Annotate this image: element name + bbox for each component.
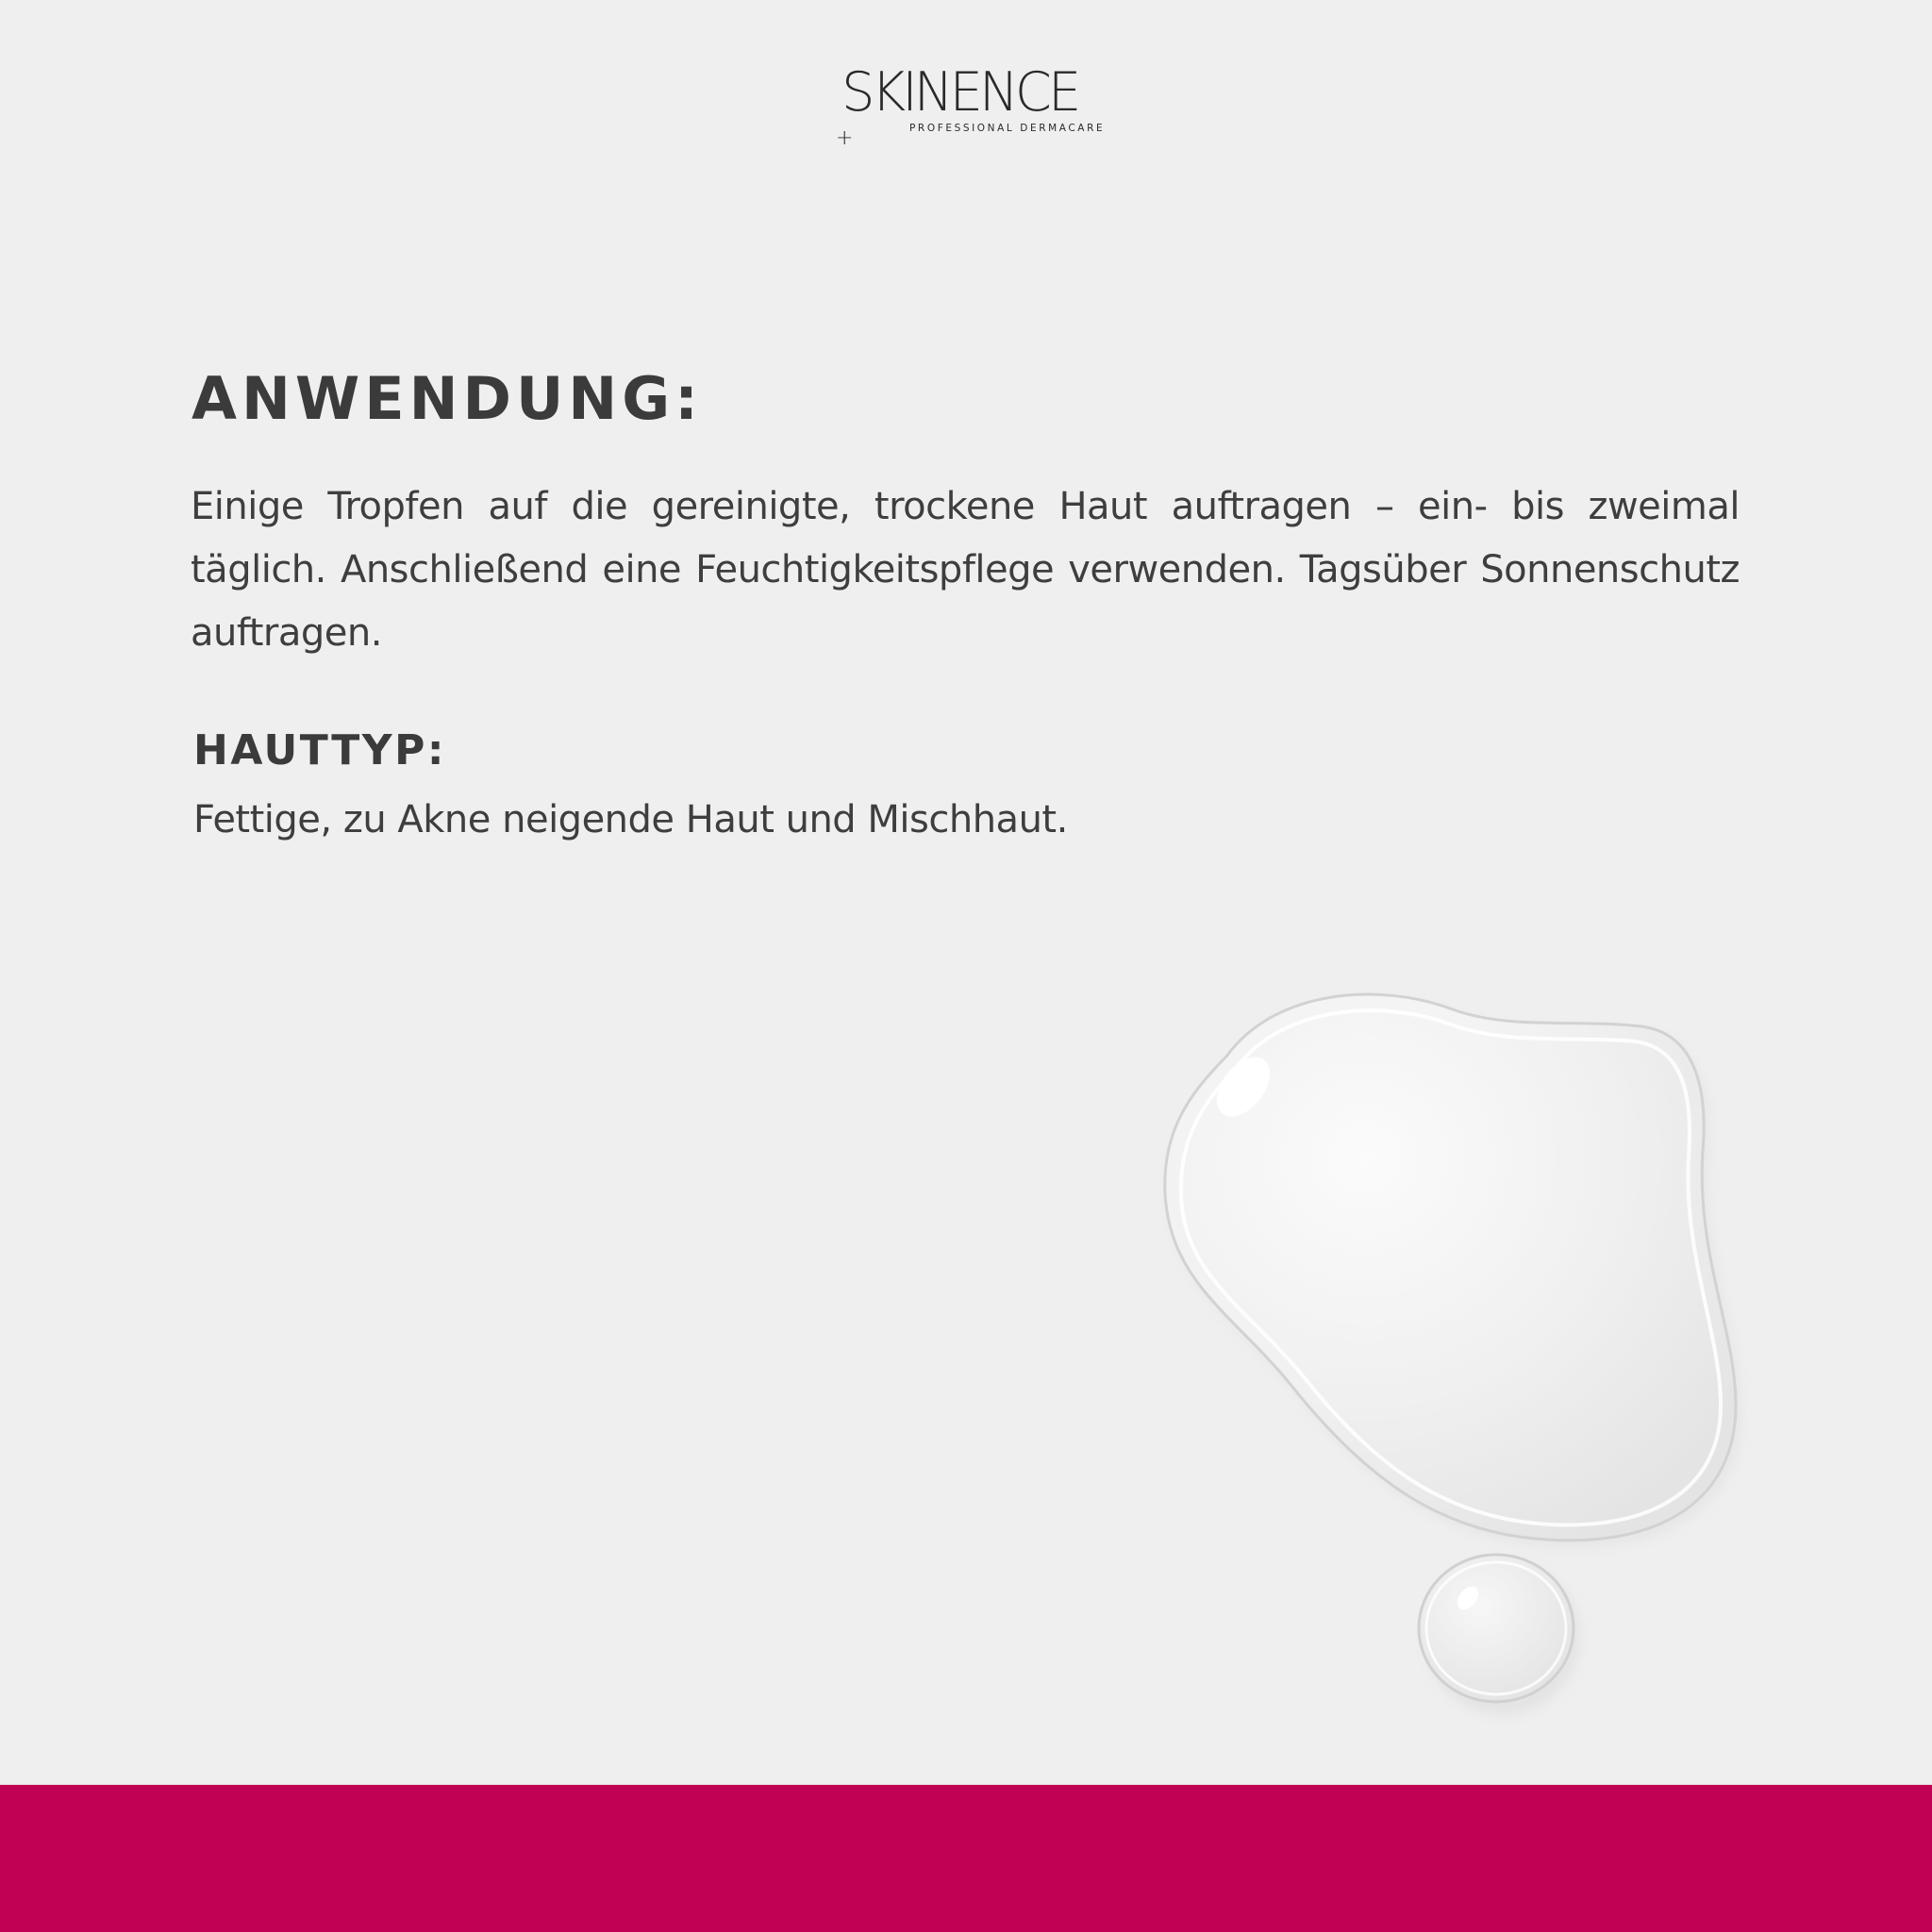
usage-heading: ANWENDUNG: bbox=[192, 364, 703, 433]
brand-logo bbox=[836, 61, 1106, 150]
serum-droplet-illustration bbox=[1132, 972, 1792, 1745]
brand-name: SKINENCE bbox=[841, 61, 1078, 124]
footer-accent-bar bbox=[0, 1785, 1932, 1932]
brand-plus-mark: + bbox=[836, 126, 854, 150]
usage-text: Einige Tropfen auf die gereinigte, trockene Haut auftragen – ein- bis zweimal täglich. Anschließend eine Feuchtigkeitspflege verwenden. Tagsüber Sonnenschutz auftragen. bbox=[191, 485, 1740, 655]
brand-tagline: PROFESSIONAL DERMACARE bbox=[909, 123, 1106, 134]
small-droplet bbox=[1419, 1555, 1574, 1702]
skin-type-text: Fettige, zu Akne neigende Haut und Mischhaut. bbox=[193, 798, 1068, 841]
skin-type-heading: HAUTTYP: bbox=[193, 726, 446, 774]
